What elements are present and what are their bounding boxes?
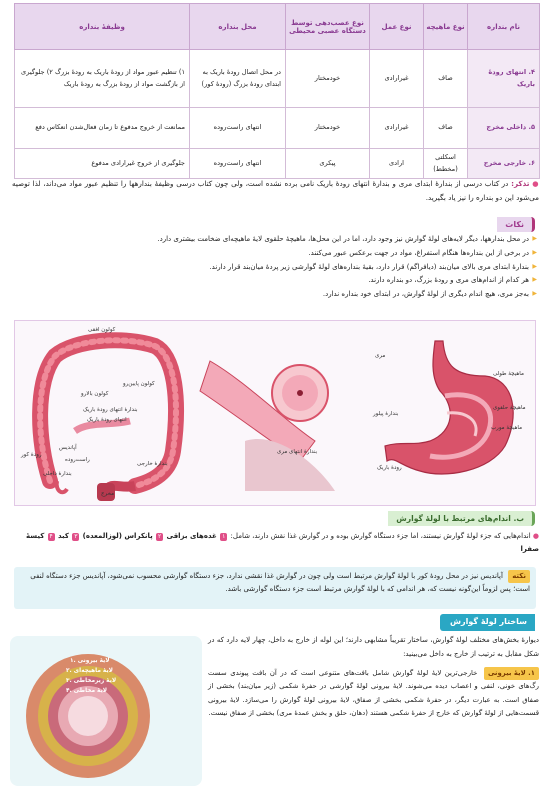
muscle-type: صاف xyxy=(424,108,468,149)
sphincter-function: ممانعت از خروج مدفوع تا زمان فعال‌شدن انعکاس دفع xyxy=(15,108,190,149)
figure-label: کولون بالارو xyxy=(81,391,109,397)
digestive-figure xyxy=(14,320,536,506)
figure-label: بندارهٔ انتهای رودهٔ باریک xyxy=(83,407,138,413)
sphincter-location: انتهای راست‌روده xyxy=(190,108,286,149)
figure-label: کولون پایین‌رو xyxy=(123,381,155,387)
section-b-text xyxy=(12,530,539,557)
item-number: ۴ xyxy=(49,533,53,540)
table-header: نوع ماهیچه xyxy=(424,4,468,50)
sphincter-location: انتهای راست‌روده xyxy=(190,149,286,179)
layer-label: ۴. لایهٔ مخاطی xyxy=(66,688,108,694)
layer-label: ۲. لایهٔ ماهیچه‌ای xyxy=(66,668,113,674)
organ-item: کیسهٔ صفرا xyxy=(25,532,539,554)
figure-label: رودهٔ باریک xyxy=(377,465,402,471)
table-row xyxy=(15,50,540,108)
figure-label: بندارهٔ خارجی xyxy=(137,461,168,467)
figure-label: مخرج xyxy=(101,491,115,497)
tips-title: نکات xyxy=(497,217,535,232)
item-number: ۲ xyxy=(158,533,162,540)
table-header: نام بنداره xyxy=(468,4,540,50)
section-b-intro: اندام‌هایی که جزء لولهٔ گوارش نیستند، اما جزء دستگاه گوارش بوده و در گوارش غذا نقش دارند، شامل: xyxy=(230,532,531,540)
structure-body xyxy=(208,667,539,721)
reminder-paragraph xyxy=(12,177,539,205)
reminder-label: تذکر: xyxy=(511,179,530,188)
action-type: ارادی xyxy=(370,149,424,179)
organ-item: پانکراس (لوزالمعده) xyxy=(82,532,153,540)
section-b-title: ب. اندام‌های مرتبط با لولهٔ گوارش xyxy=(388,511,535,526)
layers-figure xyxy=(10,636,202,786)
tip-item: ▶ بندارهٔ ابتدای مری بالای میان‌بند (دیافراگم) قرار دارد، بقیهٔ بنداره‌های لولهٔ گوارشی زیر پردهٔ میان‌بند قرار دارند. xyxy=(14,262,537,273)
muscle-type: صاف xyxy=(424,50,468,108)
esophagus-illustration xyxy=(200,361,335,491)
figure-label: انتهای رودهٔ باریک xyxy=(87,417,127,423)
figure-label: بندارهٔ پیلور xyxy=(373,411,399,417)
item-number: ۳ xyxy=(74,533,78,540)
nerve-type: خودمختار xyxy=(286,108,370,149)
sphincter-function: جلوگیری از خروج غیرارادی مدفوع xyxy=(15,149,190,179)
note-text: آپاندیس نیز در محل رودهٔ کور با لولهٔ گوارش مرتبط است ولی چون در گوارش غذا نقشی ندارد، جزء دستگاه گوارشی محسوب نمی‌شود، آپاندیس جزء دستگاه لنفی است؛ پس لزوماً این‌گونه نیست که، هر اندامی که با لولهٔ گوارش مرتبط است جزء دستگاه گوارشی باشد. xyxy=(30,572,530,594)
figure-label: بندارهٔ داخلی xyxy=(43,471,72,477)
bullet-icon: ● xyxy=(532,179,539,188)
table-header: وظیفهٔ بنداره xyxy=(15,4,190,50)
sphincter-function: ۱) تنظیم عبور مواد از رودهٔ باریک به رودهٔ بزرگ ۲) جلوگیری از بازگشت مواد از رودهٔ بزرگ به رودهٔ باریک xyxy=(15,50,190,108)
note-label: نکته xyxy=(508,570,530,583)
sphincter-name: ۶. خارجی مخرج xyxy=(468,149,540,179)
structure-intro: دیوارهٔ بخش‌های مختلف لولهٔ گوارش، ساختار تقریباً مشابهی دارند؛ این لوله از خارج به داخل، چهار لایه دارد که در شکل مقابل به ترتیب از خارج به داخل می‌بینید: xyxy=(208,636,539,658)
action-type: غیرارادی xyxy=(370,50,424,108)
figure-label: مری xyxy=(375,353,386,359)
item-number: ۱ xyxy=(222,533,226,540)
figure-label: رودهٔ کور xyxy=(21,452,42,458)
organ-item: غده‌های بزاقی xyxy=(166,532,217,540)
figure-label: ماهیچهٔ مورب xyxy=(491,425,523,431)
table-header: نوع عمل xyxy=(370,4,424,50)
figure-illustration xyxy=(15,321,537,507)
layer-label: ۱. لایهٔ بیرونی xyxy=(70,658,110,664)
sphincter-name: ۵. داخلی مخرج xyxy=(468,108,540,149)
table-header: محل بنداره xyxy=(190,4,286,50)
layer-label: ۳. لایهٔ زیرمخاطی xyxy=(66,678,117,684)
sphincter-table xyxy=(14,3,540,179)
tip-item: ▶ به‌جز مری، هیچ اندام دیگری از لولهٔ گوارش، در ابتدای خود بنداره ندارد. xyxy=(14,289,537,300)
figure-label: بندارهٔ انتهای مری xyxy=(277,449,318,455)
structure-body-text: خارجی‌ترین لایهٔ لولهٔ گوارش شامل بافت‌های متنوعی است که در آن بافت پیوندی سست رگ‌های خونی، لنفی و اعصاب دیده می‌شوند. لایهٔ بیرونی لولهٔ گوارشی در حفرهٔ شکمی (زیر میان‌بند) بخشی از صفاق است. به عبارت دیگر، در حفرهٔ شکمی بخشی از صفاق، لایهٔ بیرونی لولهٔ گوارش را می‌سازد. لایهٔ بیرونی قسمت‌هایی از لولهٔ گوارش که خارج از حفرهٔ شکمی هستند (دهان، حلق و بخش عمدهٔ مری) بخشی از صفاق نیست. xyxy=(208,669,539,718)
organ-item: کبد xyxy=(57,532,69,540)
structure-title: ساختار لولهٔ گوارش xyxy=(440,614,535,631)
bullet-icon: ● xyxy=(532,532,539,540)
sphincter-name: ۴. انتهای رودهٔ باریک xyxy=(468,50,540,108)
sphincter-location: در محل اتصال رودهٔ باریک به ابتدای رودهٔ بزرگ (رودهٔ کور) xyxy=(190,50,286,108)
layer-tag: ۱. لایهٔ بیرونی xyxy=(484,667,539,680)
figure-label: کولون افقی xyxy=(88,327,116,333)
table-header-row xyxy=(15,4,540,50)
tip-item: ▶ در برخی از این بنداره‌ها هنگام استفراغ، مواد در جهت برعکس عبور می‌کنند. xyxy=(14,248,537,259)
table-header: نوع عصب‌دهی توسط دستگاه عصبی محیطی xyxy=(286,4,370,50)
table-row xyxy=(15,108,540,149)
tips-list xyxy=(14,234,537,303)
reminder-text: در کتاب درسی از بندارهٔ ابتدای مری و بندارهٔ انتهای رودهٔ باریک نامی برده نشده است، ولی چون کتاب درسی وظیفهٔ بندارهها را تنظیم عبور مواد می‌داند، لذا توصیه می‌شود این دو بنداره را نیز یاد بگیرید. xyxy=(12,179,539,203)
figure-label: ماهیچهٔ طولی xyxy=(493,371,524,377)
muscle-type: اسکلتی (مخطط) xyxy=(424,149,468,179)
nerve-type: پیکری xyxy=(286,149,370,179)
note-box xyxy=(14,567,536,609)
action-type: غیرارادی xyxy=(370,108,424,149)
tip-item: ▶ هر کدام از اندام‌های مری و رودهٔ بزرگ، دو بنداره دارند. xyxy=(14,275,537,286)
layers-illustration xyxy=(10,636,202,786)
tip-item: ▶ در محل بندارهها، دیگر لایه‌های لولهٔ گوارش نیز وجود دارد، اما در این محل‌ها، ماهیچهٔ حلقوی لایهٔ ماهیچه‌ای ضخامت بیشتری دارد. xyxy=(14,234,537,245)
figure-label: راست‌روده xyxy=(65,457,90,463)
table-row xyxy=(15,149,540,179)
figure-label: ماهیچهٔ حلقوی xyxy=(493,405,526,411)
lumen xyxy=(68,696,108,736)
figure-label: آپاندیس xyxy=(59,445,77,451)
nerve-type: خودمختار xyxy=(286,50,370,108)
